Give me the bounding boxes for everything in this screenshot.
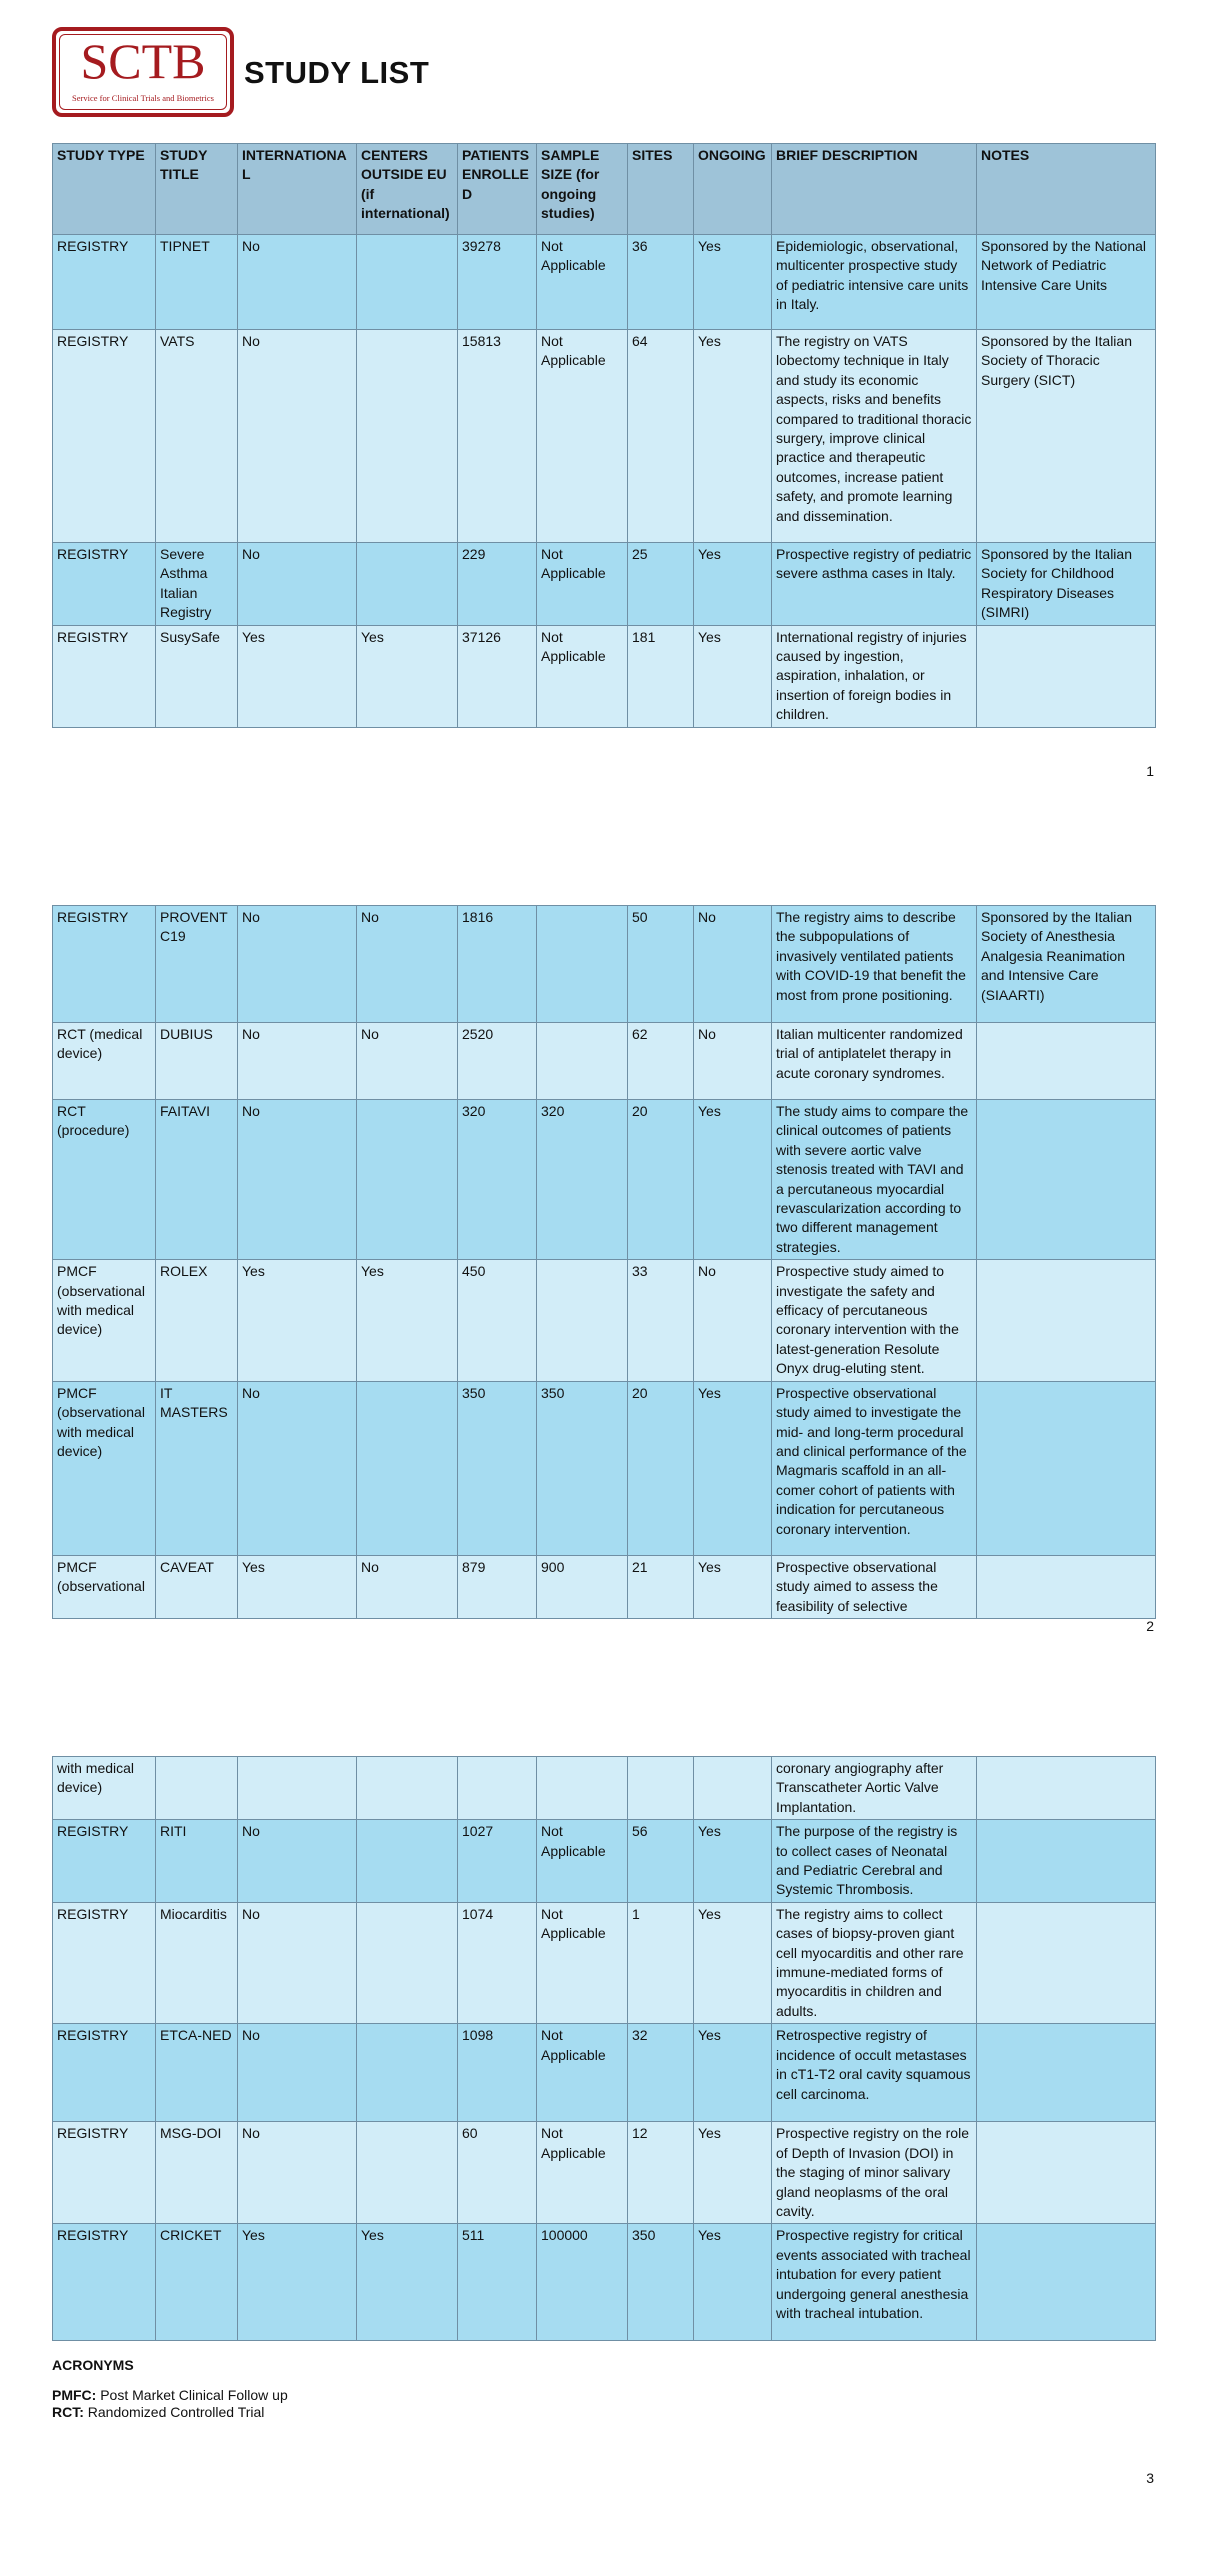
sample-size-cell: Not Applicable <box>537 1820 628 1903</box>
notes-cell <box>977 2122 1156 2224</box>
column-header: PATIENTS ENROLLED <box>458 144 537 235</box>
international-cell: No <box>238 2024 357 2122</box>
table-row <box>53 1260 1156 1381</box>
table-row <box>53 1902 1156 2023</box>
sites-cell: 62 <box>628 1023 694 1100</box>
ongoing-cell: Yes <box>694 2122 772 2224</box>
sites-cell: 20 <box>628 1381 694 1555</box>
ongoing-cell: Yes <box>694 1381 772 1555</box>
international-cell: Yes <box>238 625 357 727</box>
table-row <box>53 2224 1156 2341</box>
sample-size-cell <box>537 1757 628 1820</box>
sites-cell: 1 <box>628 1902 694 2023</box>
notes-cell <box>977 2024 1156 2122</box>
outside-eu-cell <box>357 1100 458 1260</box>
outside-eu-cell <box>357 1381 458 1555</box>
description-cell: coronary angiography after Transcatheter Aortic Valve Implantation. <box>772 1757 977 1820</box>
sample-size-cell: Not Applicable <box>537 330 628 543</box>
notes-cell <box>977 1023 1156 1100</box>
enrolled-cell: 511 <box>458 2224 537 2341</box>
outside-eu-cell <box>357 1820 458 1903</box>
ongoing-cell: Yes <box>694 2224 772 2341</box>
acronyms-title: ACRONYMS <box>52 2357 134 2373</box>
table-row <box>53 1381 1156 1555</box>
enrolled-cell: 1074 <box>458 1902 537 2023</box>
title-cell: CAVEAT <box>156 1555 238 1618</box>
enrolled-cell: 229 <box>458 543 537 626</box>
ongoing-cell <box>694 1757 772 1820</box>
table-row <box>53 1820 1156 1903</box>
table-row <box>53 2122 1156 2224</box>
title-cell: ETCA-NED <box>156 2024 238 2122</box>
acronym-item: RCT: Randomized Controlled Trial <box>52 2404 265 2420</box>
description-cell: Prospective observational study aimed to assess the feasibility of selective <box>772 1555 977 1618</box>
ongoing-cell: Yes <box>694 235 772 330</box>
notes-cell <box>977 1902 1156 2023</box>
notes-cell: Sponsored by the National Network of Pediatric Intensive Care Units <box>977 235 1156 330</box>
outside-eu-cell <box>357 235 458 330</box>
sites-cell: 33 <box>628 1260 694 1381</box>
description-cell: Prospective observational study aimed to investigate the mid- and long-term procedural and clinical performance of the Magmaris scaffold in an all-comer cohort of patients with indication for percutaneous coronary intervention. <box>772 1381 977 1555</box>
notes-cell: Sponsored by the Italian Society of Thoracic Surgery (SICT) <box>977 330 1156 543</box>
sample-size-cell: Not Applicable <box>537 235 628 330</box>
table-row <box>53 1555 1156 1618</box>
notes-cell: Sponsored by the Italian Society of Anesthesia Analgesia Reanimation and Intensive Care (SIAARTI) <box>977 906 1156 1023</box>
title-cell: Miocarditis <box>156 1902 238 2023</box>
title-cell: DUBIUS <box>156 1023 238 1100</box>
acronym-item: PMFC: Post Market Clinical Follow up <box>52 2387 288 2403</box>
notes-cell <box>977 2224 1156 2341</box>
table-row <box>53 2024 1156 2122</box>
outside-eu-cell: Yes <box>357 2224 458 2341</box>
sites-cell: 350 <box>628 2224 694 2341</box>
table-row <box>53 543 1156 626</box>
international-cell: No <box>238 2122 357 2224</box>
notes-cell <box>977 1820 1156 1903</box>
type-cell: REGISTRY <box>53 330 156 543</box>
sites-cell: 25 <box>628 543 694 626</box>
notes-cell: Sponsored by the Italian Society for Childhood Respiratory Diseases (SIMRI) <box>977 543 1156 626</box>
international-cell: No <box>238 1023 357 1100</box>
description-cell: Retrospective registry of incidence of occult metastases in cT1-T2 oral cavity squamous cell carcinoma. <box>772 2024 977 2122</box>
outside-eu-cell: No <box>357 1023 458 1100</box>
outside-eu-cell <box>357 1757 458 1820</box>
international-cell: Yes <box>238 1555 357 1618</box>
document-header <box>52 27 1152 119</box>
table-row <box>53 1023 1156 1100</box>
ongoing-cell: Yes <box>694 2024 772 2122</box>
international-cell: No <box>238 1381 357 1555</box>
sample-size-cell: Not Applicable <box>537 1902 628 2023</box>
ongoing-cell: No <box>694 1260 772 1381</box>
type-cell: REGISTRY <box>53 2224 156 2341</box>
description-cell: Epidemiologic, observational, multicenter prospective study of pediatric intensive care units in Italy. <box>772 235 977 330</box>
notes-cell <box>977 1260 1156 1381</box>
title-cell: VATS <box>156 330 238 543</box>
sample-size-cell: Not Applicable <box>537 543 628 626</box>
title-cell: ROLEX <box>156 1260 238 1381</box>
type-cell: REGISTRY <box>53 543 156 626</box>
type-cell: REGISTRY <box>53 906 156 1023</box>
type-cell: REGISTRY <box>53 1902 156 2023</box>
type-cell: REGISTRY <box>53 2122 156 2224</box>
sites-cell: 20 <box>628 1100 694 1260</box>
enrolled-cell: 450 <box>458 1260 537 1381</box>
sample-size-cell: 350 <box>537 1381 628 1555</box>
international-cell: No <box>238 906 357 1023</box>
page-1 <box>0 0 1206 790</box>
page-number: 2 <box>1146 1618 1154 1634</box>
outside-eu-cell <box>357 543 458 626</box>
study-table-page-2 <box>52 905 1156 1619</box>
title-cell: TIPNET <box>156 235 238 330</box>
enrolled-cell <box>458 1757 537 1820</box>
title-cell <box>156 1757 238 1820</box>
description-cell: Italian multicenter randomized trial of antiplatelet therapy in acute coronary syndromes. <box>772 1023 977 1100</box>
page-2 <box>0 790 1206 1652</box>
page-number: 3 <box>1146 2470 1154 2486</box>
sites-cell: 64 <box>628 330 694 543</box>
enrolled-cell: 350 <box>458 1381 537 1555</box>
type-cell: REGISTRY <box>53 625 156 727</box>
sample-size-cell: Not Applicable <box>537 2122 628 2224</box>
column-header: SITES <box>628 144 694 235</box>
outside-eu-cell: Yes <box>357 1260 458 1381</box>
outside-eu-cell: No <box>357 906 458 1023</box>
table-row <box>53 1757 1156 1820</box>
ongoing-cell: Yes <box>694 1100 772 1260</box>
sites-cell: 50 <box>628 906 694 1023</box>
international-cell: No <box>238 330 357 543</box>
ongoing-cell: No <box>694 906 772 1023</box>
type-cell: REGISTRY <box>53 1820 156 1903</box>
notes-cell <box>977 1555 1156 1618</box>
outside-eu-cell <box>357 2122 458 2224</box>
type-cell: PMCF (observational <box>53 1555 156 1618</box>
outside-eu-cell: No <box>357 1555 458 1618</box>
type-cell: RCT (medical device) <box>53 1023 156 1100</box>
notes-cell <box>977 1100 1156 1260</box>
international-cell: No <box>238 235 357 330</box>
outside-eu-cell <box>357 330 458 543</box>
enrolled-cell: 37126 <box>458 625 537 727</box>
page-number: 1 <box>1146 763 1154 779</box>
title-cell: PROVENT C19 <box>156 906 238 1023</box>
ongoing-cell: Yes <box>694 625 772 727</box>
logo-tagline: Service for Clinical Trials and Biometrics <box>72 93 214 103</box>
description-cell: Prospective registry of pediatric severe asthma cases in Italy. <box>772 543 977 626</box>
table-row <box>53 235 1156 330</box>
sample-size-cell: Not Applicable <box>537 625 628 727</box>
ongoing-cell: Yes <box>694 1555 772 1618</box>
table-header-row <box>53 144 1156 235</box>
description-cell: The registry aims to describe the subpopulations of invasively ventilated patients with COVID-19 that benefit the most from prone positioning. <box>772 906 977 1023</box>
outside-eu-cell: Yes <box>357 625 458 727</box>
description-cell: The purpose of the registry is to collect cases of Neonatal and Pediatric Cerebral and Systemic Thrombosis. <box>772 1820 977 1903</box>
type-cell: REGISTRY <box>53 235 156 330</box>
sample-size-cell: 900 <box>537 1555 628 1618</box>
description-cell: International registry of injuries caused by ingestion, aspiration, inhalation, or insertion of foreign bodies in children. <box>772 625 977 727</box>
title-cell: IT MASTERS <box>156 1381 238 1555</box>
type-cell: with medical device) <box>53 1757 156 1820</box>
description-cell: The registry aims to collect cases of biopsy-proven giant cell myocarditis and other rare immune-mediated forms of myocarditis in children and adults. <box>772 1902 977 2023</box>
sample-size-cell: 320 <box>537 1100 628 1260</box>
column-header: STUDY TYPE <box>53 144 156 235</box>
column-header: ONGOING <box>694 144 772 235</box>
title-cell: FAITAVI <box>156 1100 238 1260</box>
title-cell: Severe Asthma Italian Registry <box>156 543 238 626</box>
column-header: CENTERS OUTSIDE EU (if international) <box>357 144 458 235</box>
description-cell: Prospective registry for critical events associated with tracheal intubation for every patient undergoing general anesthesia with tracheal intubation. <box>772 2224 977 2341</box>
title-cell: RITI <box>156 1820 238 1903</box>
column-header: STUDY TITLE <box>156 144 238 235</box>
type-cell: PMCF (observational with medical device) <box>53 1260 156 1381</box>
study-table-page-1 <box>52 143 1156 728</box>
notes-cell <box>977 1381 1156 1555</box>
title-cell: SusySafe <box>156 625 238 727</box>
sample-size-cell <box>537 1023 628 1100</box>
column-header: SAMPLE SIZE (for ongoing studies) <box>537 144 628 235</box>
enrolled-cell: 1098 <box>458 2024 537 2122</box>
ongoing-cell: Yes <box>694 330 772 543</box>
sites-cell: 21 <box>628 1555 694 1618</box>
sites-cell: 56 <box>628 1820 694 1903</box>
international-cell: Yes <box>238 1260 357 1381</box>
table-row <box>53 330 1156 543</box>
description-cell: The registry on VATS lobectomy technique in Italy and study its economic aspects, risks and benefits compared to traditional thoracic surgery, improve clinical practice and therapeutic outcomes, increase patient safety, and promote learning and dissemination. <box>772 330 977 543</box>
enrolled-cell: 60 <box>458 2122 537 2224</box>
type-cell: RCT (procedure) <box>53 1100 156 1260</box>
outside-eu-cell <box>357 1902 458 2023</box>
column-header: NOTES <box>977 144 1156 235</box>
ongoing-cell: Yes <box>694 543 772 626</box>
international-cell: No <box>238 543 357 626</box>
enrolled-cell: 39278 <box>458 235 537 330</box>
description-cell: Prospective registry on the role of Depth of Invasion (DOI) in the staging of minor salivary gland neoplasms of the oral cavity. <box>772 2122 977 2224</box>
enrolled-cell: 1027 <box>458 1820 537 1903</box>
international-cell: No <box>238 1902 357 2023</box>
column-header: BRIEF DESCRIPTION <box>772 144 977 235</box>
table-row <box>53 625 1156 727</box>
enrolled-cell: 1816 <box>458 906 537 1023</box>
page-title: STUDY LIST <box>244 55 430 90</box>
logo-letters: SCTB <box>80 33 206 89</box>
sites-cell: 12 <box>628 2122 694 2224</box>
sites-cell: 36 <box>628 235 694 330</box>
ongoing-cell: Yes <box>694 1820 772 1903</box>
table-row <box>53 906 1156 1023</box>
sample-size-cell <box>537 1260 628 1381</box>
acronyms-section <box>52 2357 288 2420</box>
type-cell: PMCF (observational with medical device) <box>53 1381 156 1555</box>
notes-cell <box>977 1757 1156 1820</box>
study-table-page-3 <box>52 1756 1156 2341</box>
page-3 <box>0 1652 1206 2560</box>
sample-size-cell <box>537 906 628 1023</box>
enrolled-cell: 879 <box>458 1555 537 1618</box>
description-cell: The study aims to compare the clinical outcomes of patients with severe aortic valve stenosis treated with TAVI and a percutaneous myocardial revascularization according to two different management strategies. <box>772 1100 977 1260</box>
ongoing-cell: Yes <box>694 1902 772 2023</box>
international-cell: No <box>238 1820 357 1903</box>
type-cell: REGISTRY <box>53 2024 156 2122</box>
sites-cell: 32 <box>628 2024 694 2122</box>
sample-size-cell: 100000 <box>537 2224 628 2341</box>
outside-eu-cell <box>357 2024 458 2122</box>
enrolled-cell: 15813 <box>458 330 537 543</box>
enrolled-cell: 2520 <box>458 1023 537 1100</box>
table-row <box>53 1100 1156 1260</box>
sctb-logo <box>52 27 234 117</box>
enrolled-cell: 320 <box>458 1100 537 1260</box>
title-cell: CRICKET <box>156 2224 238 2341</box>
ongoing-cell: No <box>694 1023 772 1100</box>
international-cell: No <box>238 1100 357 1260</box>
international-cell: Yes <box>238 2224 357 2341</box>
column-header: INTERNATIONAL <box>238 144 357 235</box>
sites-cell: 181 <box>628 625 694 727</box>
notes-cell <box>977 625 1156 727</box>
title-cell: MSG-DOI <box>156 2122 238 2224</box>
description-cell: Prospective study aimed to investigate the safety and efficacy of percutaneous coronary intervention with the latest-generation Resolute Onyx drug-eluting stent. <box>772 1260 977 1381</box>
sample-size-cell: Not Applicable <box>537 2024 628 2122</box>
sites-cell <box>628 1757 694 1820</box>
international-cell <box>238 1757 357 1820</box>
